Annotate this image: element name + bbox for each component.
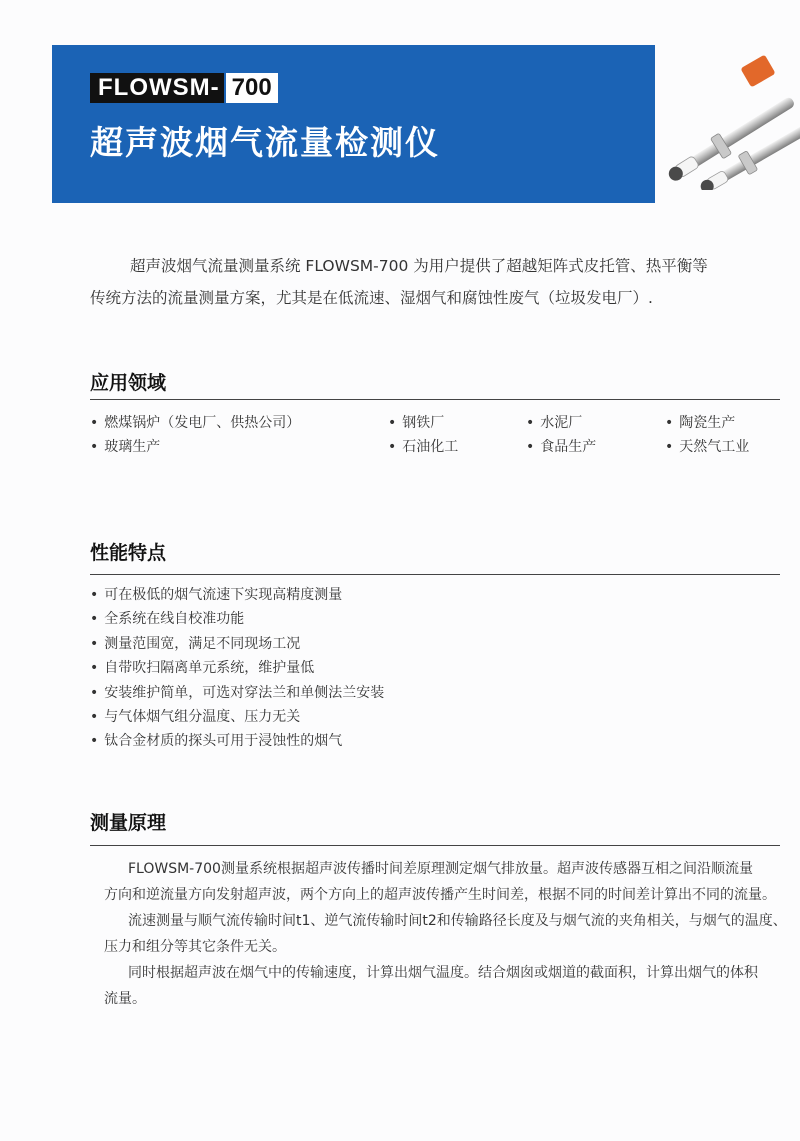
feature-item: • 自带吹扫隔离单元系统，维护量低 <box>90 656 384 680</box>
section-divider <box>90 574 780 575</box>
feature-item: • 全系统在线自校准功能 <box>90 607 384 631</box>
product-title: 超声波烟气流量检测仪 <box>90 123 440 162</box>
model-number: 700 <box>226 73 278 103</box>
application-item: • 钢铁厂 <box>388 412 444 434</box>
intro-line: 传统方法的流量测量方案，尤其是在低流速、湿烟气和腐蚀性废气（垃圾发电厂）. <box>90 289 653 307</box>
applications-list <box>90 412 790 472</box>
ultrasonic-probe-image <box>648 40 800 190</box>
principle-line: 流量。 <box>104 991 146 1007</box>
application-item: • 天然气工业 <box>665 436 749 458</box>
principle-heading: 测量原理 <box>90 812 167 834</box>
principle-line: 流速测量与顺气流传输时间t1、逆气流传输时间t2和传输路径长度及与烟气流的夹角相关，与烟气的温度、 <box>128 913 787 929</box>
application-item: • 石油化工 <box>388 436 458 458</box>
feature-item: • 与气体烟气组分温度、压力无关 <box>90 705 384 729</box>
header-banner <box>52 45 655 203</box>
principle-paragraph <box>104 856 800 1012</box>
application-item: • 燃煤锅炉（发电厂、供热公司） <box>90 412 300 434</box>
feature-item: • 钛合金材质的探头可用于浸蚀性的烟气 <box>90 729 384 753</box>
principle-line: 方向和逆流量方向发射超声波，两个方向上的超声波传播产生时间差，根据不同的时间差计算出不同的流量。 <box>104 887 776 903</box>
intro-line: 超声波烟气流量测量系统 FLOWSM-700 为用户提供了超越矩阵式皮托管、热平衡等 <box>130 257 708 275</box>
model-prefix: FLOWSM- <box>90 73 224 103</box>
principle-line: 压力和组分等其它条件无关。 <box>104 939 286 955</box>
application-item: • 水泥厂 <box>526 412 582 434</box>
model-badge <box>90 73 278 103</box>
application-item: • 玻璃生产 <box>90 436 160 458</box>
feature-item: • 测量范围宽，满足不同现场工况 <box>90 632 384 656</box>
feature-item: • 可在极低的烟气流速下实现高精度测量 <box>90 583 384 607</box>
principle-line: FLOWSM-700测量系统根据超声波传播时间差原理测定烟气排放量。超声波传感器互相之间沿顺流量 <box>128 861 753 877</box>
features-heading: 性能特点 <box>90 542 167 564</box>
intro-paragraph <box>90 250 800 314</box>
section-divider <box>90 845 780 846</box>
section-divider <box>90 399 780 400</box>
applications-heading: 应用领域 <box>90 372 167 394</box>
application-item: • 食品生产 <box>526 436 596 458</box>
application-item: • 陶瓷生产 <box>665 412 735 434</box>
features-list <box>90 583 384 754</box>
principle-line: 同时根据超声波在烟气中的传输速度，计算出烟气温度。结合烟囱或烟道的截面积，计算出烟气的体积 <box>128 965 758 981</box>
feature-item: • 安装维护简单，可选对穿法兰和单侧法兰安装 <box>90 681 384 705</box>
